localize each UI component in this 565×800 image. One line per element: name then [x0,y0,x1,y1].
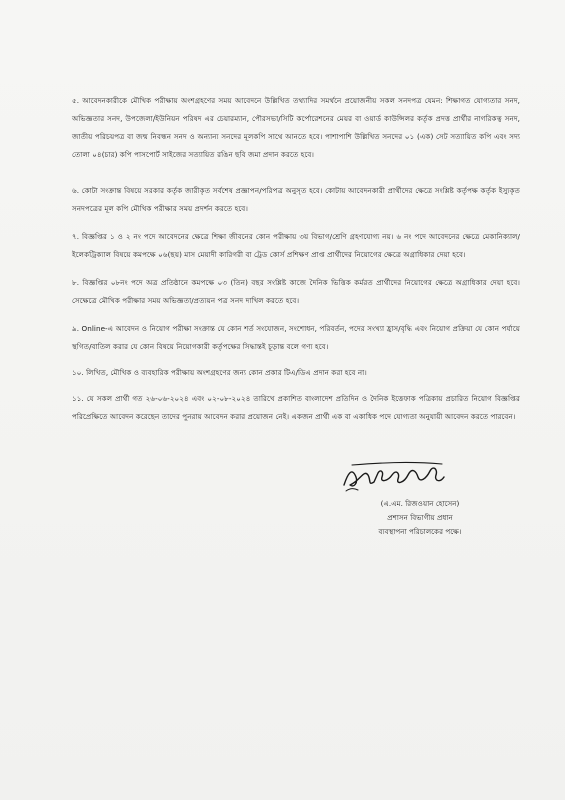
paragraph-11-previous-applicants: ১১. যে সকল প্রার্থী গত ২৬-০৬-২০২৪ এবং ০২-০৮-২০২৪ তারিখে প্রকাশিত বাংলাদেশ প্রতিদিন ও দৈনিক ইত্তেফাক পত্রিকায় প্রচারিত নিয়োগ বিজ্ঞপ্তির পরিপ্রেক্ষিতে আবেদন করেছেন তাদের পুনরায় আবেদন করার প্রয়োজন নেই। একজন প্রার্থী এক বা একাধিক পদে যোগ্যতা অনুযায়ী আবেদন করতে পারবেন। [72,394,520,421]
signature-block [330,455,510,539]
paragraph-9-online-conditions: ৯. Online-এ আবেদন ও নিয়োগ পরীক্ষা সংক্রান্ত যে কোন শর্ত সংযোজন, সংশোধন, পরিবর্তন, পদের সংখ্যা হ্রাস/বৃদ্ধি এবং নিয়োগ প্রক্রিয়া যে কোন পর্যায়ে স্থগিত/বাতিল করার যে কোন বিষয়ে নিয়োগকারী কর্তৃপক্ষের সিদ্ধান্তই চূড়ান্ত বলে গণ্য হবে। [72,324,520,351]
signatory-designation: প্রশাসন বিভাগীয় প্রধান [387,513,453,522]
signatory-on-behalf: ব্যবস্থাপনা পরিচালকের পক্ষে। [378,527,462,536]
document-body [72,92,520,438]
paragraph-10-no-ta-da: ১০. লিখিত, মৌখিক ও ব্যবহারিক পরীক্ষায় অংশগ্রহণের জন্য কোন প্রকার টিএ/ডিএ প্রদান করা হবে না। [72,368,367,377]
signatory-name: (এ.এম. রিজওয়ান হোসেন) [380,499,460,508]
handwritten-signature [338,455,448,495]
paragraph-7-eligibility: ৭. বিজ্ঞপ্তির ১ ও ২ নং পদে আবেদনের ক্ষেত্রে শিক্ষা জীবনের কোন পরীক্ষায় ৩য় বিভাগ/শ্রেণি গ্রহণযোগ্য নয়। ৬ নং পদে আবেদনের ক্ষেত্রে মেকানিক্যাল/ইলেকট্রিক্যাল বিষয়ে কমপক্ষে ০৬(ছয়) মাস মেয়াদী কারিগরী বা ট্রেড কোর্স প্রশিক্ষণ প্রাপ্ত প্রার্থীদের নিয়োগের ক্ষেত্রে অগ্রাধিকার দেয়া হবে। [72,232,520,259]
paragraph-8-priority: ৮. বিজ্ঞপ্তির ০৮নং পদে অত্র প্রতিষ্ঠানে কমপক্ষে ০৩ (তিন) বছর সংশ্লিষ্ট কাজে দৈনিক ভিত্তিক কর্মরত প্রার্থীদের নিয়োগের ক্ষেত্রে অগ্রাধিকার দেয়া হবে। সেক্ষেত্রে মৌখিক পরীক্ষার সময় অভিজ্ঞতা/প্রত্যয়ন পত্র সনদ দাখিল করতে হবে। [72,278,520,305]
paragraph-6-quota: ৬. কোটা সংক্রান্ত বিষয়ে সরকার কর্তৃক জারীকৃত সর্বশেষ প্রজ্ঞাপন/পরিপত্র অনুসৃত হবে। কোটায় আবেদনকারী প্রার্থীদের ক্ষেত্রে সংশ্লিষ্ট কর্তৃপক্ষ কর্তৃক ইস্যুকৃত সনদপত্রের মূল কপি মৌখিক পরীক্ষার সময় প্রদর্শন করতে হবে। [72,186,520,213]
paragraph-5-documents: ৫. আবেদনকারীকে মৌখিক পরীক্ষায় অংশগ্রহণের সময় আবেদনে উল্লিখিত তথ্যাদির সমর্থনে প্রয়োজনীয় সকল সনদপত্র যেমন: শিক্ষাগত যোগ্যতার সনদ, অভিজ্ঞতার সনদ, উপজেলা/ইউনিয়ন পরিষদ এর চেয়ারম্যান, পৌরসভা/সিটি কর্পোরেশনের মেয়র বা ওয়ার্ড কাউন্সিলর কর্তৃক প্রদত্ত প্রার্থীর নাগরিকত্ব সনদ, জাতীয় পরিচয়পত্র বা জন্ম নিবন্ধন সনদ ও অন্যান্য সনদের মূলকপি সাথে আনতে হবে। পাশাপাশি উল্লিখিত সনদের ০১ (এক) সেট সত্যায়িত কপি এবং সদ্য তোলা ০৪(চার) কপি পাসপোর্ট সাইজের সত্যায়িত রঙিন ছবি জমা প্রদান করতে হবে। [72,96,520,159]
